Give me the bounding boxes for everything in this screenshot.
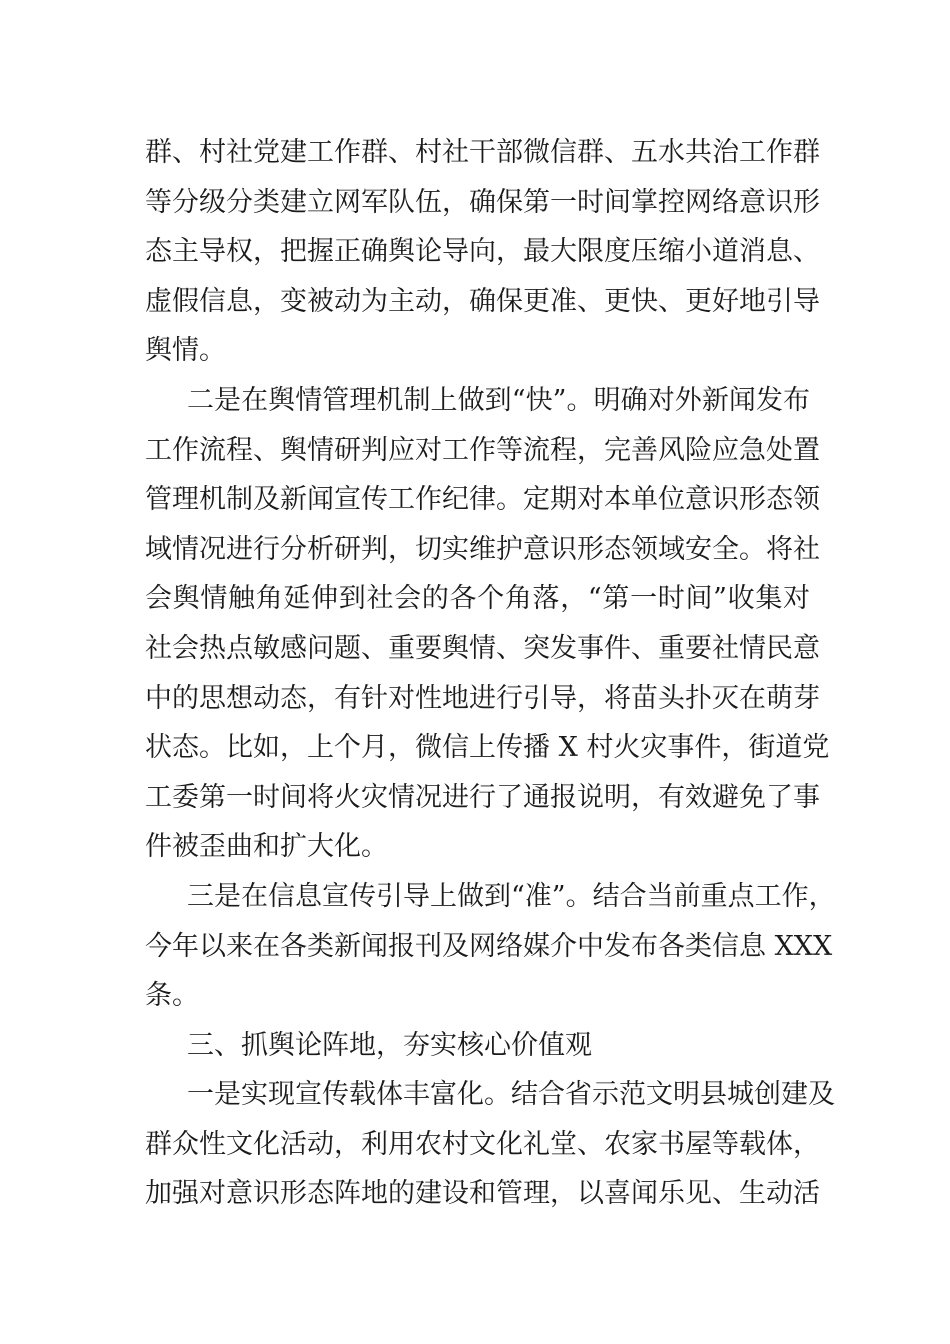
text-line: 域情况进行分析研判，切实维护意识形态领域安全。将社 [145,533,820,565]
text-line: 二是在舆情管理机制上做到“快”。明确对外新闻发布 [187,384,810,416]
text-line: 三是在信息宣传引导上做到“准”。结合当前重点工作， [187,880,836,912]
text-line: 社会热点敏感问题、重要舆情、突发事件、重要社情民意 [145,632,820,664]
text-line: 今年以来在各类新闻报刊及网络媒介中发布各类信息 XXX [145,930,833,962]
text-line: 加强对意识形态阵地的建设和管理，以喜闻乐见、生动活 [145,1178,820,1210]
text-line: 会舆情触角延伸到社会的各个角落，“第一时间”收集对 [145,583,810,615]
text-line: 管理机制及新闻宣传工作纪律。定期对本单位意识形态领 [145,484,820,516]
text-line: 舆情。 [145,335,226,367]
text-line: 工作流程、舆情研判应对工作等流程，完善风险应急处置 [145,434,820,466]
text-line: 态主导权，把握正确舆论导向，最大限度压缩小道消息、 [145,236,820,268]
text-line: 条。 [145,980,199,1012]
text-line: 等分级分类建立网军队伍，确保第一时间掌控网络意识形 [145,186,820,218]
text-line: 群、村社党建工作群、村社干部微信群、五水共治工作群 [145,137,820,168]
text-line: 群众性文化活动，利用农村文化礼堂、农家书屋等载体， [145,1128,820,1160]
text-line: 虚假信息，变被动为主动，确保更准、更快、更好地引导 [145,285,820,317]
text-line: 状态。比如，上个月，微信上传播 X 村火灾事件，街道党 [145,732,830,764]
text-line: 三、抓舆论阵地，夯实核心价值观 [187,1029,592,1061]
text-line: 一是实现宣传载体丰富化。结合省示范文明县城创建及 [187,1079,835,1111]
text-line: 中的思想动态，有针对性地进行引导，将苗头扑灭在萌芽 [145,682,820,714]
text-line: 件被歪曲和扩大化。 [145,831,388,863]
document-body [145,128,836,1219]
text-line: 工委第一时间将火灾情况进行了通报说明，有效避免了事 [145,781,820,813]
